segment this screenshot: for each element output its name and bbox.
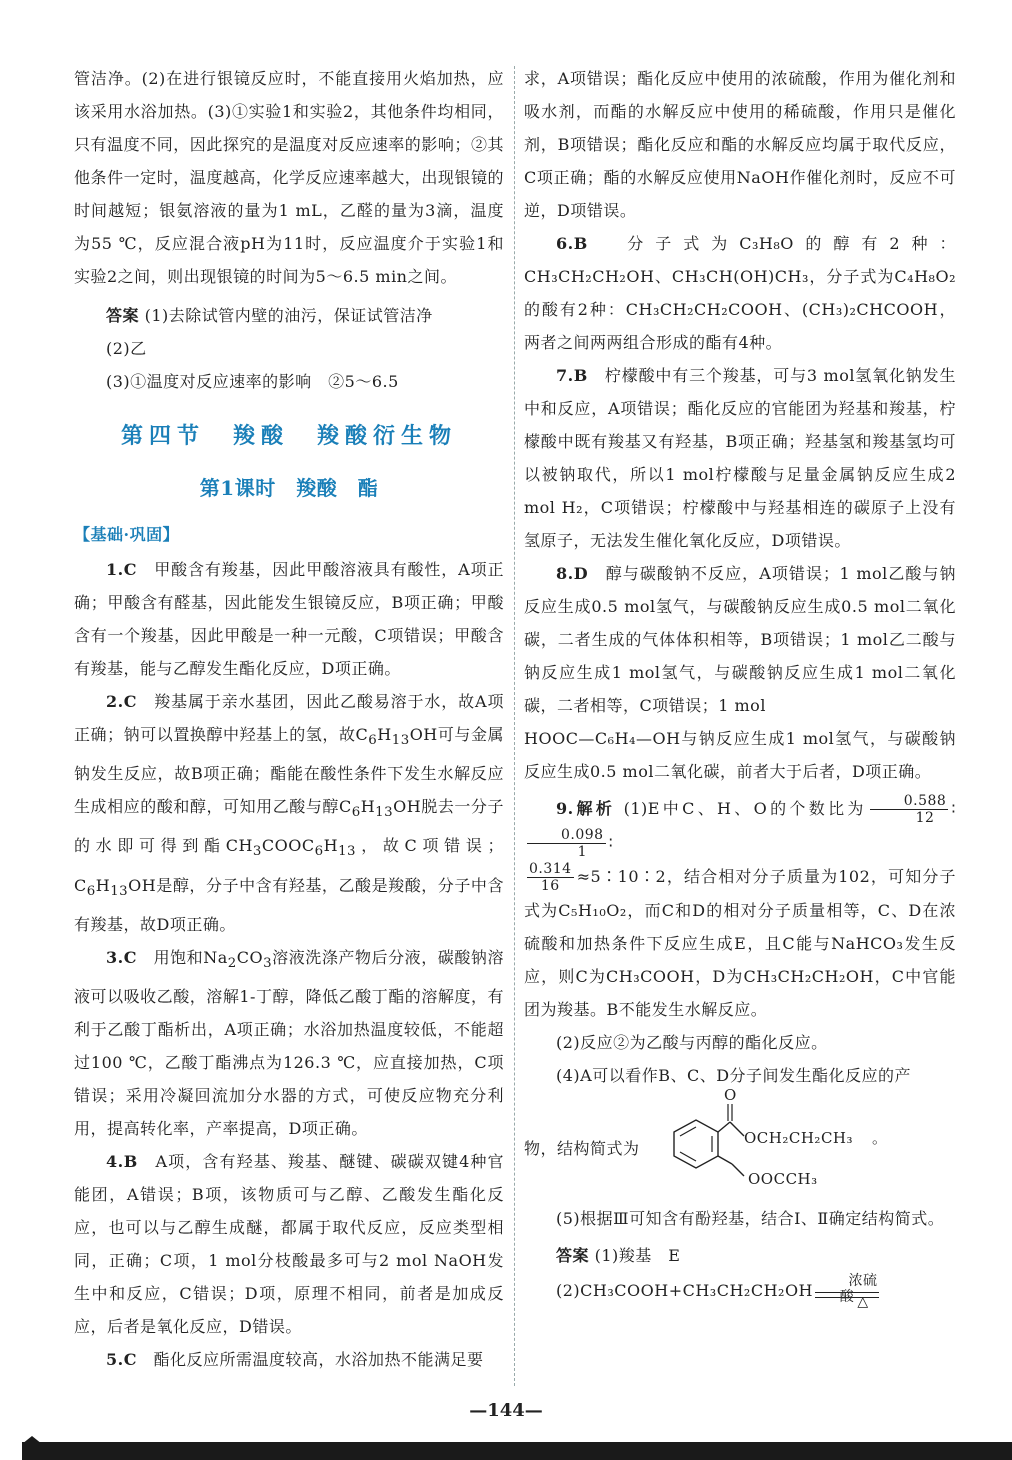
question-8: [524, 557, 956, 722]
q2-text-g: H: [323, 836, 339, 856]
q2-text-c: OH可与金属钠发生反应，故B项正确；酯能在酸性条件下发生水解反应生成相应的酸和醇，可知用乙酸与醇C: [74, 725, 504, 817]
q9-part-4: (4)A可以看作B、C、D分子间发生酯化反应的产: [556, 1066, 912, 1085]
bottom-edge-bar: [22, 1442, 1012, 1460]
condition-top: 浓硫酸: [839, 1272, 878, 1305]
q3-number: 3.C: [106, 947, 137, 967]
q9-part-5: (5)根据Ⅲ可知含有酚羟基，结合Ⅰ、Ⅱ确定结构简式。: [556, 1209, 945, 1228]
q3-text-a: 用饱和Na: [153, 947, 228, 967]
q5-number: 5.C: [106, 1349, 137, 1369]
q7-number: 7.B: [556, 366, 588, 385]
propyl-ester-group: OCH₂CH₂CH₃: [744, 1129, 854, 1147]
question-3: [74, 941, 504, 1145]
q1-number: 1.C: [106, 560, 137, 579]
question-9: [524, 792, 956, 860]
frac-o-denominator: 16: [540, 878, 560, 894]
q8-text-b: HOOC—C₆H₄—OH与钠反应生成1 mol氢气，与碳酸钠反应生成0.5 mol二氧化碳，前者大于后者，D项正确。: [524, 729, 956, 781]
q2-sub-e: 3: [252, 844, 262, 860]
q2-sub-d: 13: [375, 805, 394, 821]
condition-bottom: △: [857, 1293, 869, 1310]
q9-label: 解析: [573, 799, 616, 818]
frac-c-numerator: 0.588: [870, 793, 949, 810]
q9-text-b: ≈5∶10∶2，结合相对分子质量为102，可知分子式为C₅H₁₀O₂，而C和D的相对分子质量相等，C、D在浓硫酸和加热条件下反应生成E，且C能与NaHCO₃发生反应，则C为CH₃COOH，D为CH₃CH₂CH₂OH，C中官能团为羧基。B不能发生水解反应。: [524, 867, 956, 1019]
ratio-colon-1: ∶: [951, 799, 956, 818]
q2-text-e: OH脱去一分子的水即可得到酯CH: [74, 797, 504, 856]
q8-number: 8.D: [556, 564, 589, 583]
bond-ring-to-ch2: [718, 1156, 732, 1164]
q3-sub-b: 3: [263, 955, 273, 971]
q2-text-h: ，故C项错误；C: [74, 836, 504, 895]
ratio-colon-2: ∶: [608, 833, 614, 852]
q2-sub-h: 6: [86, 883, 96, 899]
q8-text-a: 醇与碳酸钠不反应，A项错误；1 mol乙酸与钠反应生成0.5 mol氢气，与碳酸钠反应生成0.5 mol二氧化碳，二者生成的气体体积相等，B项错误；1 mol乙二酸与钠反应生成1 mol氢气，与碳酸钠反应生成1 mol二氧化碳，二者相等，C项错误；1 mol: [524, 564, 956, 715]
section-heading: 【基础·巩固】: [74, 525, 180, 544]
q3-text-b: CO: [236, 947, 264, 967]
bond-ch2-to-o: [732, 1164, 744, 1176]
fraction-o: [527, 861, 574, 894]
page-number: —144—: [469, 1400, 543, 1421]
answer-block: [74, 299, 504, 332]
question-2: [74, 685, 504, 941]
q6-number: 6.B: [556, 234, 588, 253]
frac-h-denominator: 1: [577, 844, 587, 860]
right-column: [524, 62, 956, 1310]
reaction-arrow: [813, 1272, 881, 1310]
question-7: [524, 359, 956, 557]
question-5: [74, 1343, 504, 1376]
q9-number: 9.: [556, 799, 574, 818]
q2-text-a: 羧基属于亲水基团，因此乙酸易溶于水，故A项正确；钠可以置换醇中羟基上的氢，故C: [74, 692, 504, 744]
answer-1: (1)去除试管内壁的油污，保证试管洁净: [144, 306, 433, 325]
question-4: [74, 1145, 504, 1343]
acetate-group: OOCCH₃: [748, 1170, 818, 1188]
q5-text: 酯化反应所需温度较高，水浴加热不能满足要: [153, 1349, 484, 1369]
q1-text: 甲酸含有羧基，因此甲酸溶液具有酸性，A项正确；甲酸含有醛基，因此能发生银镜反应，B项正确；甲酸含有一个羧基，因此甲酸是一种一元酸，C项错误；甲酸含有羧基，能与乙醇发生酯化反应，D项正确。: [74, 560, 504, 678]
frac-h-numerator: 0.098: [527, 827, 606, 844]
q3-sub-a: 2: [227, 955, 237, 971]
carbonyl-oxygen: O: [724, 1086, 737, 1104]
q9-text-b-line: [524, 860, 956, 1026]
structure-row: [524, 1086, 956, 1202]
left-column: [74, 62, 504, 1376]
q4-number: 4.B: [106, 1151, 138, 1171]
q9-answer-2: [524, 1272, 956, 1310]
fraction-h: [527, 827, 606, 860]
question-1: [74, 553, 504, 685]
q2-sub-b: 13: [391, 733, 410, 749]
answer-2: (2)乙: [106, 339, 147, 358]
q9-answer-label: 答案: [556, 1246, 590, 1265]
q6-text: 分子式为C₃H₈O的醇有2种：CH₃CH₂CH₂OH、CH₃CH(OH)CH₃，分子式为C₄H₈O₂的酸有2种：CH₃CH₂CH₂COOH、(CH₃)₂CHCOOH，两者之间两两组合形成的酯有4种。: [524, 234, 956, 352]
question-6: [524, 227, 956, 359]
q2-text-f: COOC: [261, 836, 315, 856]
q2-sub-c: 6: [351, 805, 361, 821]
answer-3: (3)①温度对反应速率的影响 ②5～6.5: [106, 372, 399, 391]
frac-c-denominator: 12: [915, 810, 935, 826]
q9-answer-1-text: (1)羧基 E: [594, 1246, 681, 1265]
q2-text-j: OH是醇，分子中含有羟基，乙酸是羧酸，分子中含有羧基，故D项正确。: [74, 875, 504, 934]
q2-text-d: H: [360, 797, 376, 817]
q2-sub-g: 13: [338, 844, 357, 860]
q2-text-i: H: [95, 875, 111, 895]
bond-carbonyl-to-o: [730, 1122, 744, 1136]
ring-inner-bond-3: [680, 1152, 696, 1161]
equation-left: (2)CH₃COOH+CH₃CH₂CH₂OH: [556, 1281, 814, 1300]
column-divider: [514, 66, 515, 1386]
fraction-c: [870, 793, 949, 826]
q9-part-2: (2)反应②为乙酸与丙醇的酯化反应。: [556, 1033, 828, 1052]
bond-ring-to-carbonyl: [718, 1122, 730, 1132]
q2-text-b: H: [377, 725, 392, 744]
structural-formula: [644, 1086, 954, 1202]
q2-sub-i: 13: [110, 883, 129, 899]
q2-number: 2.C: [106, 692, 137, 711]
ring-inner-bond-1: [680, 1127, 696, 1136]
q4-text: A项，含有羟基、羧基、醚键、碳碳双键4种官能团，A错误；B项，该物质可与乙醇、乙酸发生酯化反应，也可以与乙醇生成醚，都属于取代反应，反应类型相同，正确；C项，1 mol分枝酸最多可与2 mol NaOH发生中和反应，C错误；D项，原理不相同，前者是加成反应，后者是氧化反应，D错误。: [74, 1151, 504, 1336]
frac-o-numerator: 0.314: [529, 861, 572, 877]
q2-sub-a: 6: [368, 733, 378, 749]
lesson-title: 第1课时 羧酸 酯: [199, 476, 379, 500]
q9-answer-1: [524, 1239, 956, 1272]
chapter-title: 第四节 羧酸 羧酸衍生物: [120, 423, 457, 449]
q2-sub-f: 6: [314, 844, 324, 860]
q7-text: 柠檬酸中有三个羧基，可与3 mol氢氧化钠发生中和反应，A项错误；酯化反应的官能团为羟基和羧基，柠檬酸中既有羧基又有羟基，B项正确；羟基氢和羧基氢均可以被钠取代，所以1 mol柠檬酸与足量金属钠反应生成2 mol H₂，C项错误；柠檬酸中与羟基相连的碳原子上没有氢原子，无法发生催化氧化反应，D项错误。: [524, 366, 956, 550]
q-prev-explanation: 管洁净。(2)在进行银镜反应时，不能直接用火焰加热，应该采用水浴加热。(3)①实验1和实验2，其他条件均相同，只有温度不同，因此探究的是温度对反应速率的影响；②其他条件一定时，温度越高，化学反应速率越大，出现银镜的时间越短；银氨溶液的量为1 mL，乙醛的量为3滴，温度为55 ℃，反应混合液pH为11时，反应温度介于实验1和实验2之间，则出现银镜的时间为5～6.5 min之间。: [74, 69, 504, 286]
q5-continued: 求，A项错误；酯化反应中使用的浓硫酸，作用为催化剂和吸水剂，而酯的水解反应中使用的稀硫酸，作用只是催化剂，B项错误；酯化反应和酯的水解反应均属于取代反应，C项正确；酯的水解反应使用NaOH作催化剂时，反应不可逆，D项错误。: [524, 69, 956, 220]
q3-text-c: 溶液洗涤产物后分液，碳酸钠溶液可以吸收乙酸，溶解1-丁醇，降低乙酸丁酯的溶解度，有利于乙酸丁酯析出，A项正确；水浴加热温度较低，不能超过100 ℃，乙酸丁酯沸点为126.3 ℃，应直接加热，C项错误；采用冷凝回流加分水器的方式，可使反应物充分利用，提高转化率，产率提高，D项正确。: [74, 947, 504, 1138]
q9-part-4b: 物，结构简式为: [524, 1139, 640, 1158]
structure-period: 。: [872, 1129, 888, 1147]
answer-label: 答案: [106, 306, 140, 325]
q9-text-a: (1)E中C、H、O的个数比为: [623, 799, 867, 818]
